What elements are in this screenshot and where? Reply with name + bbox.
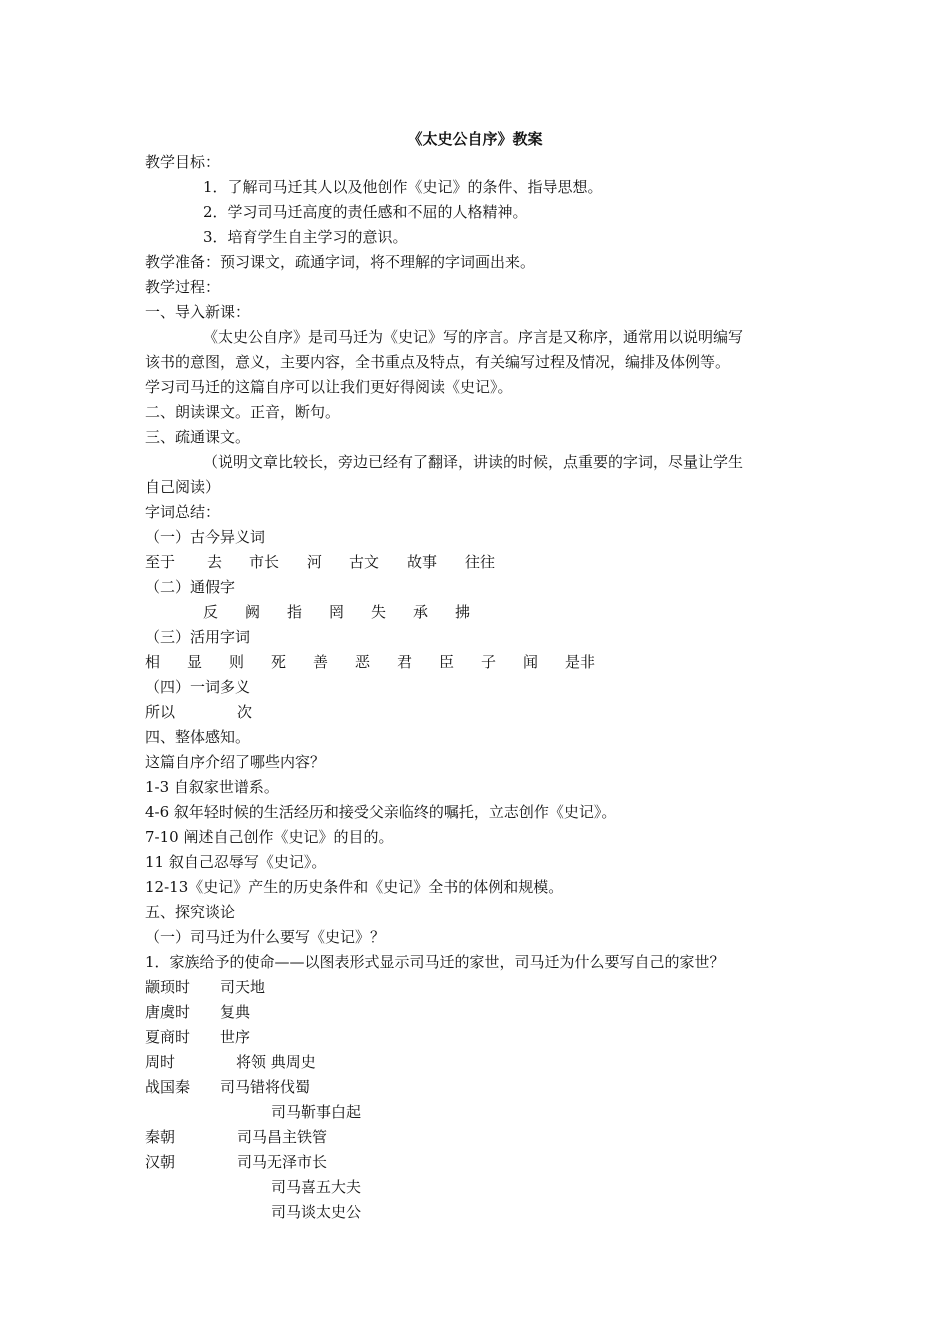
vocab-word: 反 bbox=[203, 603, 219, 621]
section-heading: 二、朗读课文。正音，断句。 bbox=[145, 403, 341, 421]
vocab-word: 河 bbox=[307, 553, 323, 571]
genealogy-entry: 司马靳事白起 bbox=[271, 1103, 362, 1121]
content-item: 7-10 阐述自己创作《史记》的目的。 bbox=[145, 828, 394, 846]
content-item: 12-13《史记》产生的历史条件和《史记》全书的体例和规模。 bbox=[145, 878, 564, 896]
objective-item: 1．了解司马迁其人以及他创作《史记》的条件、指导思想。 bbox=[203, 178, 603, 196]
paragraph-line: 《太史公自序》是司马迁为《史记》写的序言。序言是又称序，通常用以说明编写 bbox=[203, 328, 744, 346]
vocab-word-row bbox=[203, 602, 470, 622]
section-heading: 三、疏通课文。 bbox=[145, 428, 251, 446]
vocab-word: 是非 bbox=[565, 653, 596, 671]
process-heading: 教学过程： bbox=[145, 278, 221, 296]
vocab-word: 罔 bbox=[329, 603, 345, 621]
vocab-word: 臣 bbox=[439, 653, 455, 671]
vocab-word-row bbox=[145, 652, 595, 672]
genealogy-era: 周时 bbox=[145, 1053, 176, 1071]
subsection-heading: （一）司马迁为什么要写《史记》？ bbox=[145, 928, 386, 946]
note-line: （说明文章比较长，旁边已经有了翻译，讲读的时候，点重要的字词，尽量让学生 bbox=[203, 453, 744, 471]
vocab-word: 恶 bbox=[355, 653, 371, 671]
vocab-word: 所以 bbox=[145, 703, 176, 721]
preparation-line: 教学准备：预习课文，疏通字词，将不理解的字词画出来。 bbox=[145, 253, 536, 271]
genealogy-era: 秦朝 bbox=[145, 1128, 176, 1146]
vocab-group-label: （三）活用字词 bbox=[145, 628, 251, 646]
objective-item: 2．学习司马迁高度的责任感和不屈的人格精神。 bbox=[203, 203, 528, 221]
vocab-group-label: （二）通假字 bbox=[145, 578, 236, 596]
paragraph-line: 该书的意图，意义，主要内容，全书重点及特点，有关编写过程及情况，编排及体例等。 bbox=[145, 353, 731, 371]
vocab-word: 古文 bbox=[349, 553, 380, 571]
genealogy-entry: 司马无泽市长 bbox=[237, 1153, 328, 1171]
discussion-point: 1．家族给予的使命——以图表形式显示司马迁的家世，司马迁为什么要写自己的家世？ bbox=[145, 953, 725, 971]
vocab-word: 显 bbox=[187, 653, 203, 671]
vocab-word: 故事 bbox=[407, 553, 438, 571]
vocab-word: 往往 bbox=[465, 553, 496, 571]
genealogy-entry: 司天地 bbox=[220, 978, 266, 996]
vocab-word: 善 bbox=[313, 653, 329, 671]
genealogy-entry: 复典 bbox=[220, 1003, 251, 1021]
genealogy-era: 战国秦 bbox=[145, 1078, 191, 1096]
genealogy-entry: 将领 典周史 bbox=[236, 1053, 316, 1071]
section-heading: 一、导入新课： bbox=[145, 303, 251, 321]
question-line: 这篇自序介绍了哪些内容？ bbox=[145, 753, 326, 771]
vocab-word: 市长 bbox=[249, 553, 280, 571]
vocab-word: 子 bbox=[481, 653, 497, 671]
genealogy-era: 唐虞时 bbox=[145, 1003, 191, 1021]
genealogy-era: 颛顼时 bbox=[145, 978, 191, 996]
vocab-word-row bbox=[145, 702, 252, 722]
vocab-word: 闻 bbox=[523, 653, 539, 671]
vocab-word: 指 bbox=[287, 603, 303, 621]
vocab-word: 相 bbox=[145, 653, 161, 671]
genealogy-entry: 司马喜五大夫 bbox=[271, 1178, 362, 1196]
vocab-word-row bbox=[145, 552, 495, 572]
vocab-heading: 字词总结： bbox=[145, 503, 221, 521]
genealogy-entry: 司马错将伐蜀 bbox=[220, 1078, 311, 1096]
vocab-word: 失 bbox=[371, 603, 387, 621]
section-heading: 五、探究谈论 bbox=[145, 903, 236, 921]
content-item: 4-6 叙年轻时候的生活经历和接受父亲临终的嘱托，立志创作《史记》。 bbox=[145, 803, 617, 821]
vocab-word: 君 bbox=[397, 653, 413, 671]
vocab-word: 则 bbox=[229, 653, 245, 671]
vocab-group-label: （一）古今异义词 bbox=[145, 528, 266, 546]
genealogy-entry: 司马谈太史公 bbox=[271, 1203, 362, 1221]
genealogy-era: 夏商时 bbox=[145, 1028, 191, 1046]
vocab-word: 拂 bbox=[455, 603, 471, 621]
genealogy-entry: 世序 bbox=[220, 1028, 251, 1046]
vocab-word: 次 bbox=[237, 703, 253, 721]
genealogy-era: 汉朝 bbox=[145, 1153, 176, 1171]
objectives-heading: 教学目标： bbox=[145, 153, 221, 171]
content-item: 11 叙自己忍辱写《史记》。 bbox=[145, 853, 327, 871]
section-heading: 四、整体感知。 bbox=[145, 728, 251, 746]
note-line: 自己阅读） bbox=[145, 478, 221, 496]
paragraph-line: 学习司马迁的这篇自序可以让我们更好得阅读《史记》。 bbox=[145, 378, 513, 396]
content-item: 1-3 自叙家世谱系。 bbox=[145, 778, 279, 796]
vocab-group-label: （四）一词多义 bbox=[145, 678, 251, 696]
vocab-word: 阙 bbox=[245, 603, 261, 621]
objective-item: 3．培育学生自主学习的意识。 bbox=[203, 228, 408, 246]
genealogy-entry: 司马昌主铁管 bbox=[237, 1128, 328, 1146]
vocab-word: 死 bbox=[271, 653, 287, 671]
vocab-word: 承 bbox=[413, 603, 429, 621]
vocab-word: 去 bbox=[207, 553, 223, 571]
document-title: 《太史公自序》教案 bbox=[407, 130, 543, 148]
vocab-word: 至于 bbox=[145, 553, 176, 571]
